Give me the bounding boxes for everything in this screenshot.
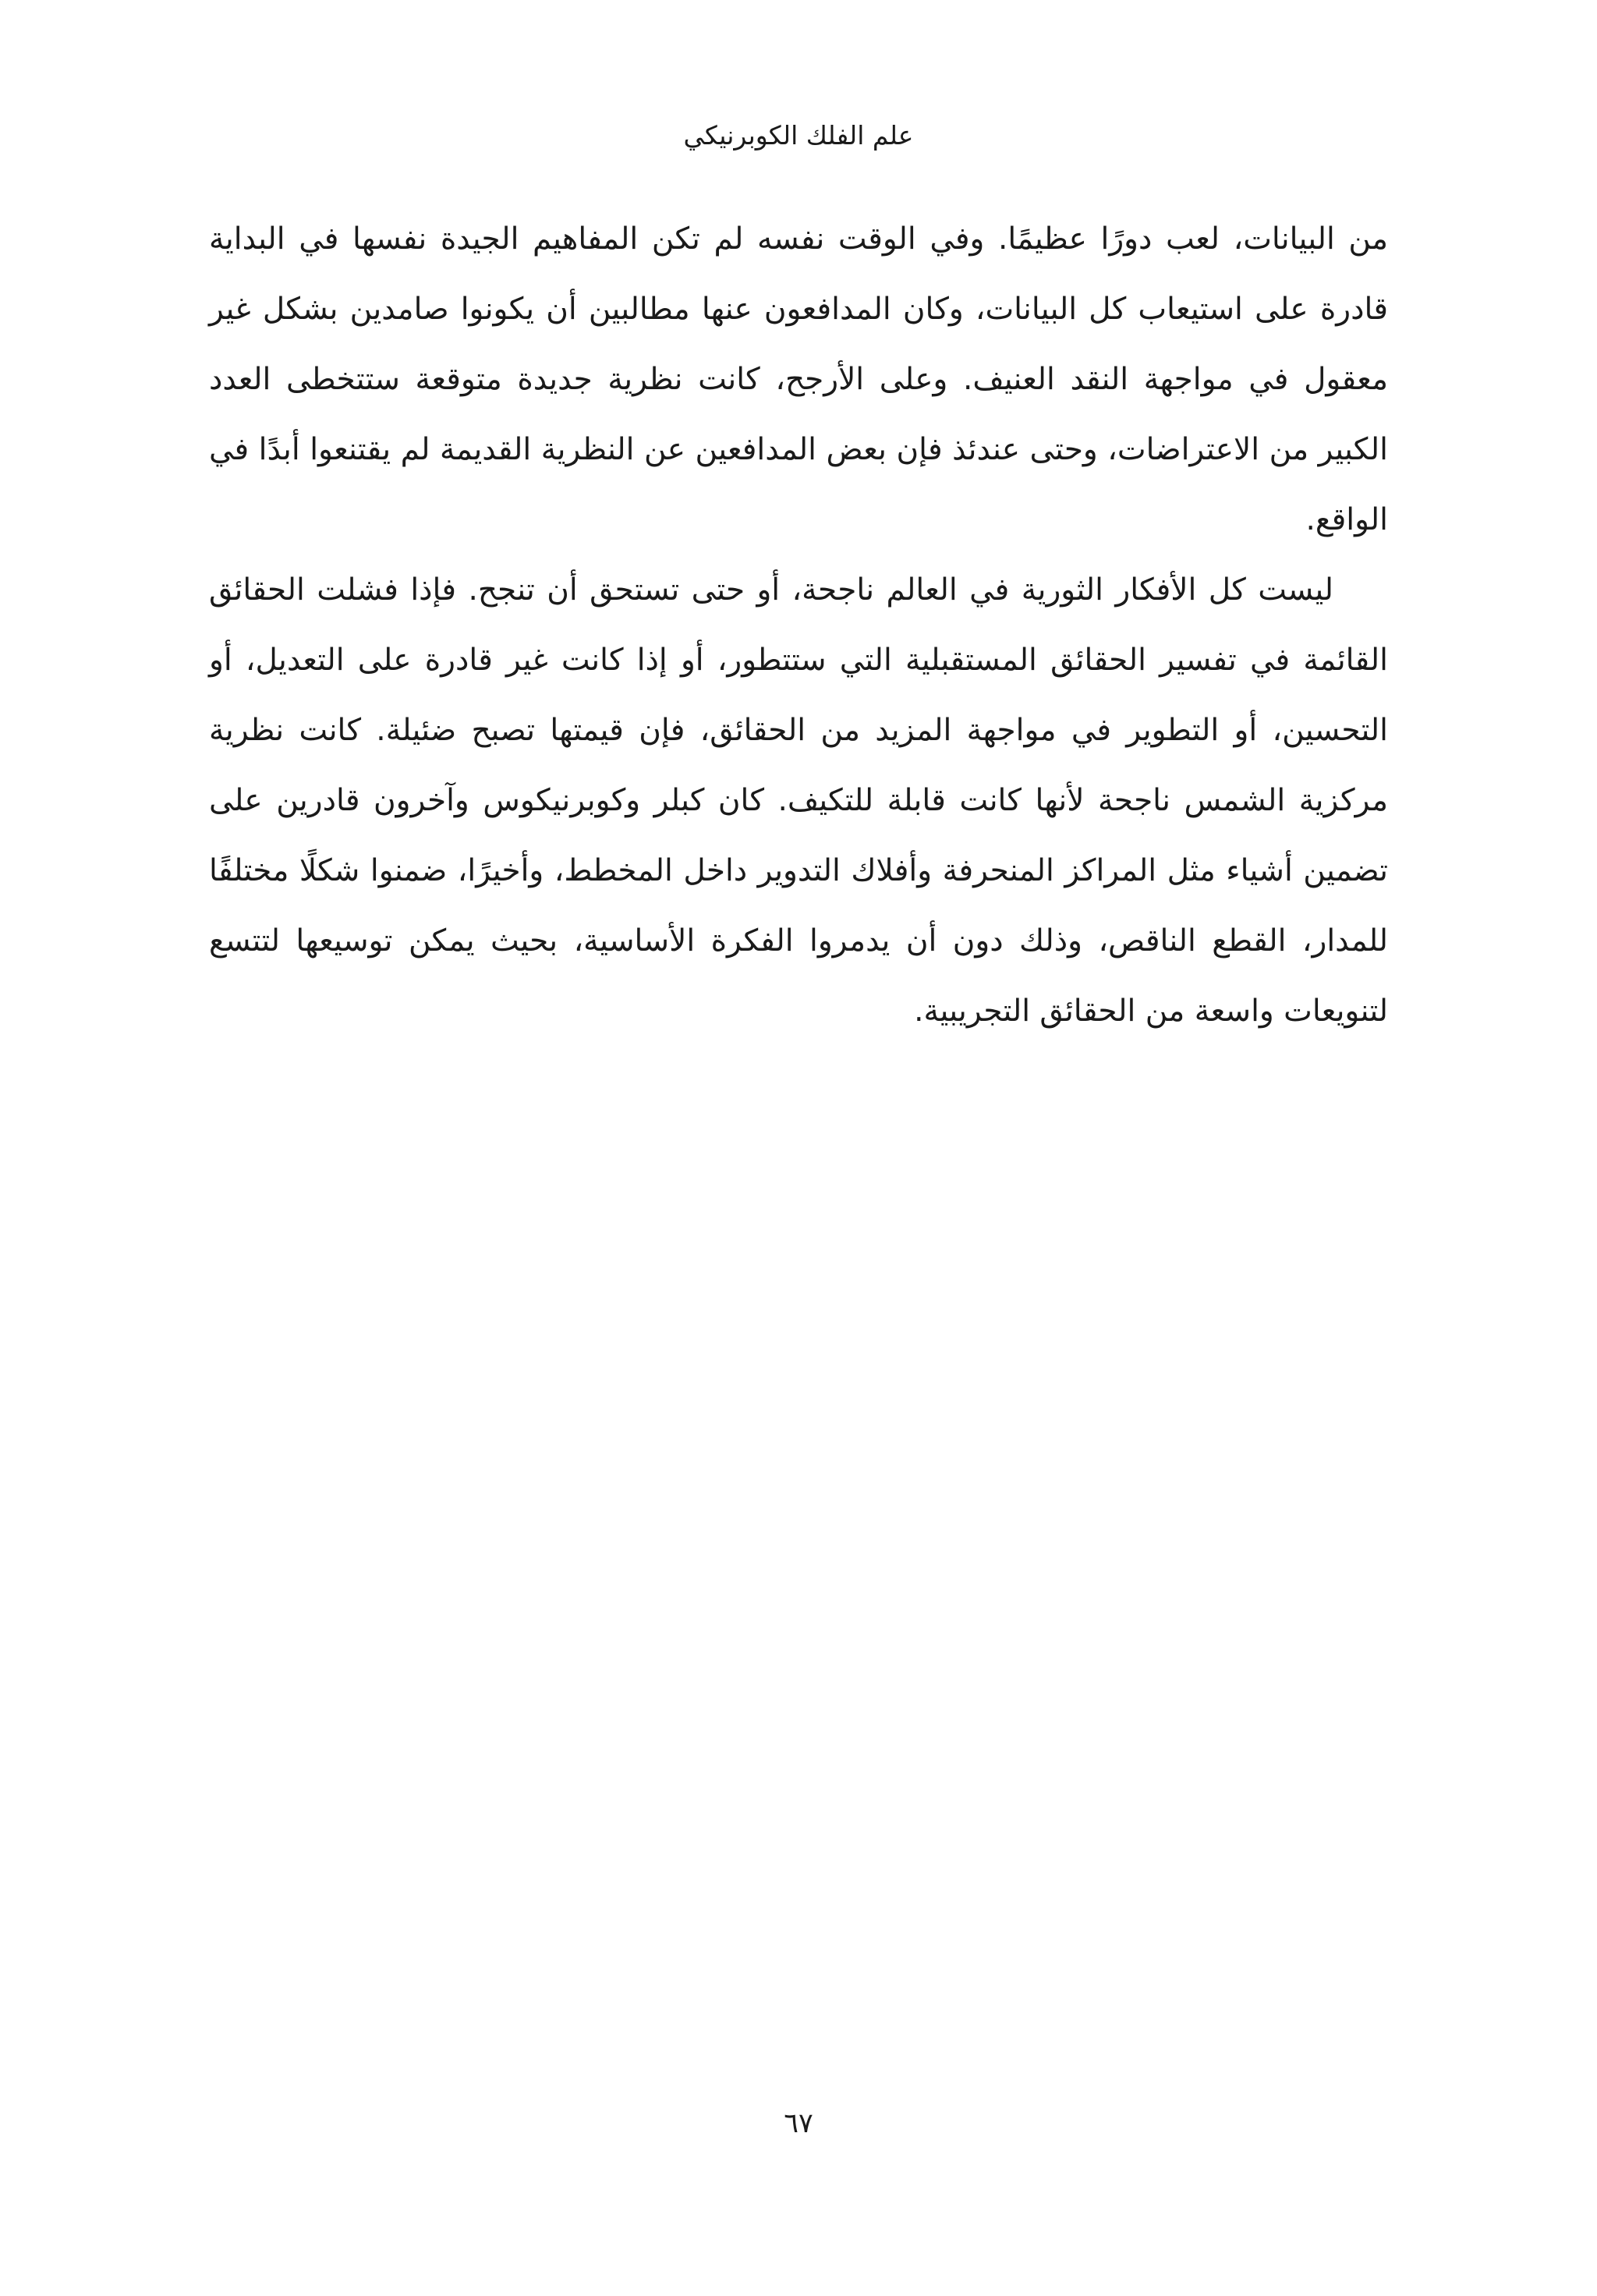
page-number: ٦٧ bbox=[784, 2108, 813, 2139]
paragraph-continuation: من البيانات، لعب دورًا عظيمًا. وفي الوقت نفسه لم تكن المفاهيم الجيدة نفسها في البداية قادرة على استيعاب كل البيانات، وكان المدافعون عنها مطالبين أن يكونوا صامدين بشكل غير معقول في مواجهة النقد العنيف. وعلى الأرجح، كانت نظرية جديدة متوقعة ستتخطى العدد الكبير من الاعتراضات، وحتى عندئذ فإن بعض المدافعين عن النظرية القديمة لم يقتنعوا أبدًا في الواقع. bbox=[209, 221, 1388, 537]
paragraph-revolutionary-ideas: ليست كل الأفكار الثورية في العالم ناجحة، أو حتى تستحق أن تنجح. فإذا فشلت الحقائق القائمة في تفسير الحقائق المستقبلية التي ستتطور، أو إذا كانت غير قادرة على التعديل، أو التحسين، أو التطوير في مواجهة المزيد من الحقائق، فإن قيمتها تصبح ضئيلة. كانت نظرية مركزية الشمس ناجحة لأنها كانت قابلة للتكيف. كان كبلر وكوبرنيكوس وآخرون قادرين على تضمين أشياء مثل المراكز المنحرفة وأفلاك التدوير داخل المخطط، وأخيرًا، ضمنوا شكلًا مختلفًا للمدار، القطع الناقص، وذلك دون أن يدمروا الفكرة الأساسية، بحيث يمكن توسيعها لتتسع لتنويعات واسعة من الحقائق التجريبية. bbox=[209, 572, 1388, 1029]
body-text bbox=[209, 204, 1388, 1047]
running-header-title: علم الفلك الكوبرنيكي bbox=[683, 120, 914, 151]
